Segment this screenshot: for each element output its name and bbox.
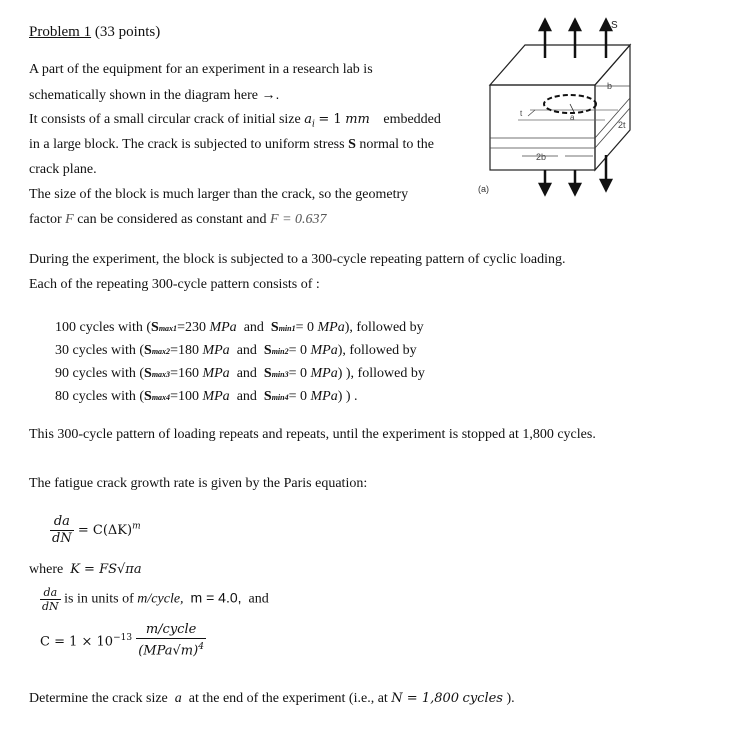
block-top-face [490, 45, 630, 85]
smax-sub: max3 [151, 370, 171, 379]
c-den: $(MPa√m)^4$ [138, 642, 204, 659]
experiment-line-2: Each of the repeating 300-cycle pattern consists of : [29, 277, 320, 292]
where-label: where [29, 562, 64, 577]
smax-value: =230 [177, 320, 206, 335]
label-t: t [520, 109, 523, 118]
and-word: and [243, 320, 264, 335]
loading-row-3 [55, 366, 425, 382]
units-and: and [248, 591, 269, 607]
question-mid: at the end of the experiment (i.e., at [188, 691, 388, 706]
paris-rhs: = C(ΔK) [77, 523, 133, 538]
smax-sub: max1 [158, 324, 178, 333]
smin-value: = 0 [288, 389, 308, 404]
initial-size-unit: mm [345, 112, 370, 127]
paris-exp: m [132, 521, 141, 532]
loading-tail: ) ), followed by [337, 366, 425, 381]
loading-cycles: 30 cycles with ( [55, 343, 145, 358]
smin-sub: min1 [278, 324, 296, 333]
question-var: a [174, 691, 182, 706]
unit: MPa [317, 320, 345, 335]
loading-row-2 [55, 343, 417, 359]
smin-symbol: S [263, 366, 272, 381]
smin-value: = 0 [288, 343, 308, 358]
smax-symbol: S [144, 389, 152, 404]
smin-symbol: S [263, 343, 272, 358]
intro-line-4-pre: in a large block. The crack is subjected to uniform stress [29, 137, 345, 152]
stress-s: S [348, 137, 356, 152]
initial-size-sub: i [312, 119, 315, 130]
loading-cycles: 100 cycles with ( [55, 320, 152, 335]
unit: MPa [202, 343, 230, 358]
smin-value: = 0 [288, 366, 308, 381]
loading-tail: ) ) . [337, 389, 358, 404]
intro-line-2 [29, 82, 279, 108]
question-pre: Determine the crack size [29, 691, 168, 706]
experiment-line-1: During the experiment, the block is subjected to a 300-cycle repeating pattern of cyclic loading. [29, 252, 566, 267]
intro-line-7-mid: can be considered as constant and [77, 212, 267, 227]
smax-value: =160 [170, 366, 199, 381]
unit: MPa [310, 366, 338, 381]
smax-symbol: S [144, 343, 152, 358]
smax-value: =180 [170, 343, 199, 358]
smax-sub: max2 [151, 347, 171, 356]
c-exp: −13 [113, 632, 133, 643]
intro-line-3-post: embedded [383, 112, 441, 127]
smax-symbol: S [144, 366, 152, 381]
unit: MPa [310, 343, 338, 358]
units-num: da [40, 586, 61, 600]
unit: MPa [202, 366, 230, 381]
unit: MPa [310, 389, 338, 404]
intro-line-6: The size of the block is much larger than the crack, so the geometry [29, 187, 409, 202]
loading-row-1 [55, 320, 424, 336]
c-fraction [136, 622, 206, 659]
initial-size-var: $a_i$ [304, 112, 315, 130]
paris-den: dN [52, 531, 72, 546]
smin-sub: min3 [271, 370, 289, 379]
loading-cycles: 80 cycles with ( [55, 389, 145, 404]
paris-equation [50, 514, 141, 547]
question-n: N = 1,800 [391, 691, 460, 706]
units-text: is in units of [64, 591, 134, 607]
question-post: ). [506, 691, 515, 706]
question-cycles: cycles [462, 691, 503, 706]
paris-intro: The fatigue crack growth rate is given by the Paris equation: [29, 476, 368, 491]
units-line [40, 586, 269, 613]
crack-plane-side [595, 98, 630, 138]
factor-f: F [65, 212, 74, 227]
intro-line-4 [29, 132, 434, 157]
crack-block-diagram [470, 10, 650, 200]
problem-label: Problem 1 [29, 24, 92, 40]
paris-num: da [50, 514, 74, 531]
unit: MPa [209, 320, 237, 335]
loading-tail: ), followed by [337, 343, 417, 358]
initial-size-eq: = 1 [318, 112, 342, 127]
and-word: and [236, 366, 257, 381]
loading-tail: ), followed by [344, 320, 424, 335]
c-den-exp: 4 [198, 642, 204, 652]
units-fraction [40, 586, 61, 613]
loading-cycles: 90 cycles with ( [55, 366, 145, 381]
smax-symbol: S [151, 320, 159, 335]
intro-line-5: crack plane. [29, 162, 97, 177]
label-a: a [570, 113, 575, 122]
intro-line-3-pre: It consists of a small circular crack of initial size [29, 112, 301, 127]
paris-fraction [50, 514, 74, 547]
smin-sub: min2 [271, 347, 289, 356]
intro-line-4-post: normal to the [359, 137, 435, 152]
smin-symbol: S [270, 320, 279, 335]
smin-symbol: S [263, 389, 272, 404]
label-b: b [607, 81, 613, 91]
label-2t: 2t [618, 120, 626, 130]
units-den: dN [42, 600, 59, 613]
smin-value: = 0 [295, 320, 315, 335]
label-2b: 2b [536, 152, 547, 162]
crack-radius-line [570, 104, 574, 112]
m-value: m = 4.0, [190, 589, 242, 606]
c-lhs: $C = 1 \times 10^{-13}$ [40, 632, 133, 649]
c-num: m/cycle [136, 622, 206, 639]
and-word: and [236, 389, 257, 404]
stress-arrows-top [540, 20, 611, 58]
label-s: S [611, 20, 618, 31]
intro-line-7 [29, 207, 327, 232]
units-unit: m/cycle, [137, 591, 184, 607]
unit: MPa [202, 389, 230, 404]
smin-sub: min4 [271, 393, 289, 402]
intro-line-1: A part of the equipment for an experiment in a research lab is [29, 62, 373, 77]
repeat-line: This 300-cycle pattern of loading repeats and repeats, until the experiment is stopped at 1,800 cycles. [29, 427, 596, 442]
intro-line-2-text: schematically shown in the diagram here [29, 88, 258, 103]
c-constant [40, 622, 206, 659]
problem-title [29, 24, 160, 41]
smax-value: =100 [170, 389, 199, 404]
k-equation: K = FS√πa [70, 562, 142, 577]
arrow-right-icon: →. [261, 86, 280, 102]
loading-row-4 [55, 389, 358, 405]
dim-t-line [528, 110, 535, 116]
factor-f-value: F = 0.637 [270, 212, 327, 227]
block-right-face [595, 45, 630, 170]
diagram-caption: (a) [478, 184, 489, 194]
where-line [29, 562, 142, 578]
smax-sub: max4 [151, 393, 171, 402]
problem-points: (33 points) [94, 24, 161, 40]
and-word: and [236, 343, 257, 358]
intro-line-7-pre: factor [29, 212, 62, 227]
question-line [29, 691, 515, 707]
stress-arrows-bottom [540, 155, 611, 194]
